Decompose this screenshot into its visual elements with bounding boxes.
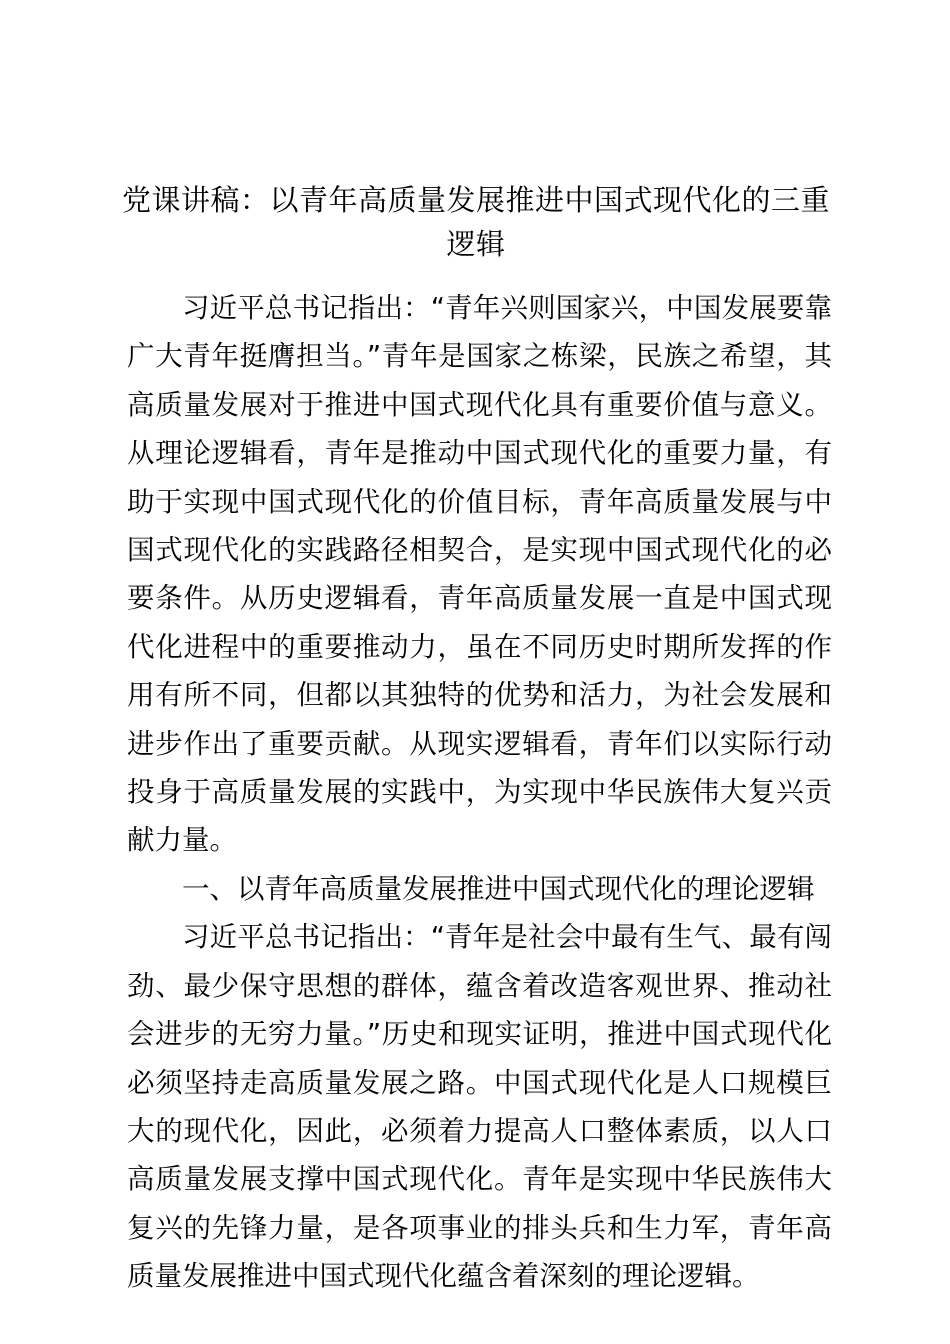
intro-paragraph: 习近平总书记指出：“青年兴则国家兴，中国发展要靠广大青年挺膺担当。”青年是国家之栋梁，民族之希望，其高质量发展对于推进中国式现代化具有重要价值与意义。从理论逻辑看，青年是推动中国式现代化的重要力量，有助于实现中国式现代化的价值目标，青年高质量发展与中国式现代化的实践路径相契合，是实现中国式现代化的必要条件。从历史逻辑看，青年高质量发展一直是中国式现代化进程中的重要推动力，虽在不同历史时期所发挥的作用有所不同，但都以其独特的优势和活力，为社会发展和进步作出了重要贡献。从现实逻辑看，青年们以实际行动投身于高质量发展的实践中，为实现中华民族伟大复兴贡献力量。 xyxy=(127,292,832,857)
section-paragraph: 习近平总书记指出：“青年是社会中最有生气、最有闯劲、最少保守思想的群体，蕴含着改造客观世界、推动社会进步的无穷力量。”历史和现实证明，推进中国式现代化必须坚持走高质量发展之路。中国式现代化是人口规模巨大的现代化，因此，必须着力提高人口整体素质，以人口高质量发展支撑中国式现代化。青年是实现中华民族伟大复兴的先锋力量，是各项事业的排头兵和生力军，青年高质量发展推进中国式现代化蕴含着深刻的理论逻辑。 xyxy=(127,921,832,1293)
document-title: 党课讲稿：以青年高质量发展推进中国式现代化的三重逻辑 xyxy=(121,183,830,261)
document-body xyxy=(127,284,832,1301)
section-heading: 一、以青年高质量发展推进中国式现代化的理论逻辑 xyxy=(182,872,815,905)
